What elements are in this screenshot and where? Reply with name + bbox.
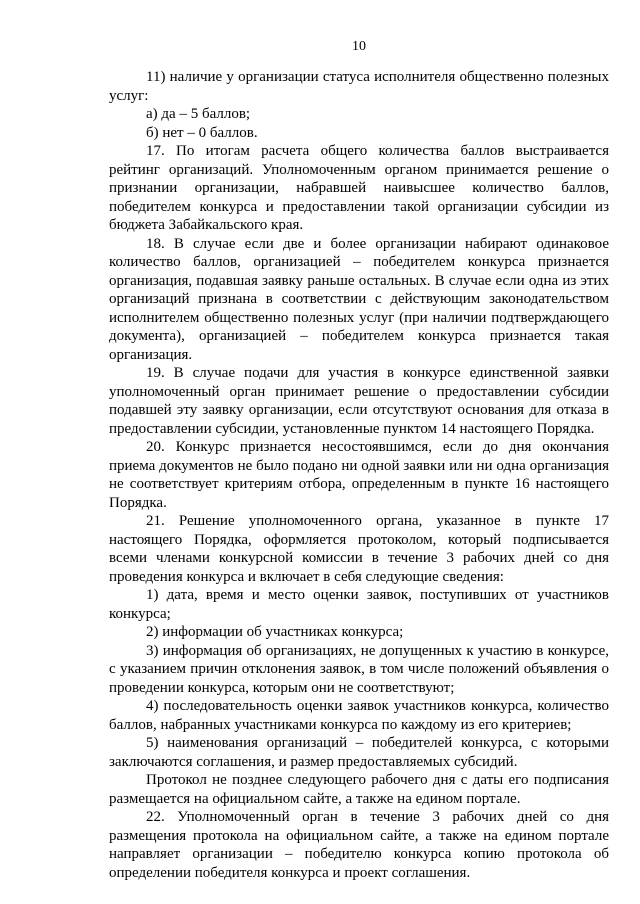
paragraph-17: 17. По итогам расчета общего количества баллов выстраивается рейтинг организаций. Уполномоченным органом принимается решение о признании организации, набравшей наивысшее количество баллов, победителем конкурса и предоставлении такой организации субсидии из бюджета Забайкальского края.	[109, 143, 609, 233]
paragraph-21-item-1: 1) дата, время и место оценки заявок, поступивших от участников конкурса;	[109, 587, 609, 622]
paragraph-19: 19. В случае подачи для участия в конкурсе единственной заявки уполномоченный орган принимает решение о предоставлении субсидии подавшей эту заявку организации, если отсутствуют основания для отказа в предоставлении субсидии, установленные пунктом 14 настоящего Порядка.	[109, 365, 609, 437]
paragraph-18: 18. В случае если две и более организации набирают одинаковое количество баллов, организацией – победителем конкурса признается организация, подавшая заявку раньше остальных. В случае если одна из этих организаций признана в соответствии с действующим законодательством исполнителем общественно полезных услуг (при наличии подтверждающего документа), организацией – победителем конкурса признается такая организация.	[109, 235, 609, 363]
paragraph-21-item-4: 4) последовательность оценки заявок участников конкурса, количество баллов, набранных участниками конкурса по каждому из его критериев;	[109, 698, 609, 733]
paragraph-20: 20. Конкурс признается несостоявшимся, если до дня окончания приема документов не было подано ни одной заявки или ни одна организация не соответствует критериям отбора, определенным в пункте 16 настоящего Порядка.	[109, 439, 609, 511]
paragraph-21: 21. Решение уполномоченного органа, указанное в пункте 17 настоящего Порядка, оформляется протоколом, который подписывается всеми членами конкурсной комиссии в течение 3 рабочих дней со дня проведения конкурса и включает в себя следующие сведения:	[109, 513, 609, 585]
paragraph-protocol: Протокол не позднее следующего рабочего дня с даты его подписания размещается на официальном сайте, а также на едином портале.	[109, 772, 609, 807]
paragraph-21-item-2: 2) информации об участниках конкурса;	[146, 624, 404, 640]
paragraph-21-item-5: 5) наименования организаций – победителей конкурса, с которыми заключаются соглашения, и размер предоставляемых субсидий.	[109, 735, 609, 770]
paragraph-11-status: 11) наличие у организации статуса исполнителя общественно полезных услуг:	[109, 69, 609, 104]
paragraph-option-yes: а) да – 5 баллов;	[146, 106, 251, 122]
page-number: 10	[352, 39, 366, 54]
paragraph-21-item-3: 3) информация об организациях, не допущенных к участию в конкурсе, с указанием причин отклонения заявок, в том числе положений объявления о проведении конкурса, которым они не соответствуют;	[109, 642, 609, 696]
paragraph-22: 22. Уполномоченный орган в течение 3 рабочих дней со дня размещения протокола на официальном сайте, а также на едином портале направляет организации – победителю конкурса копию протокола об определении победителя конкурса и проект соглашения.	[109, 809, 609, 881]
paragraph-option-no: б) нет – 0 баллов.	[146, 124, 258, 141]
